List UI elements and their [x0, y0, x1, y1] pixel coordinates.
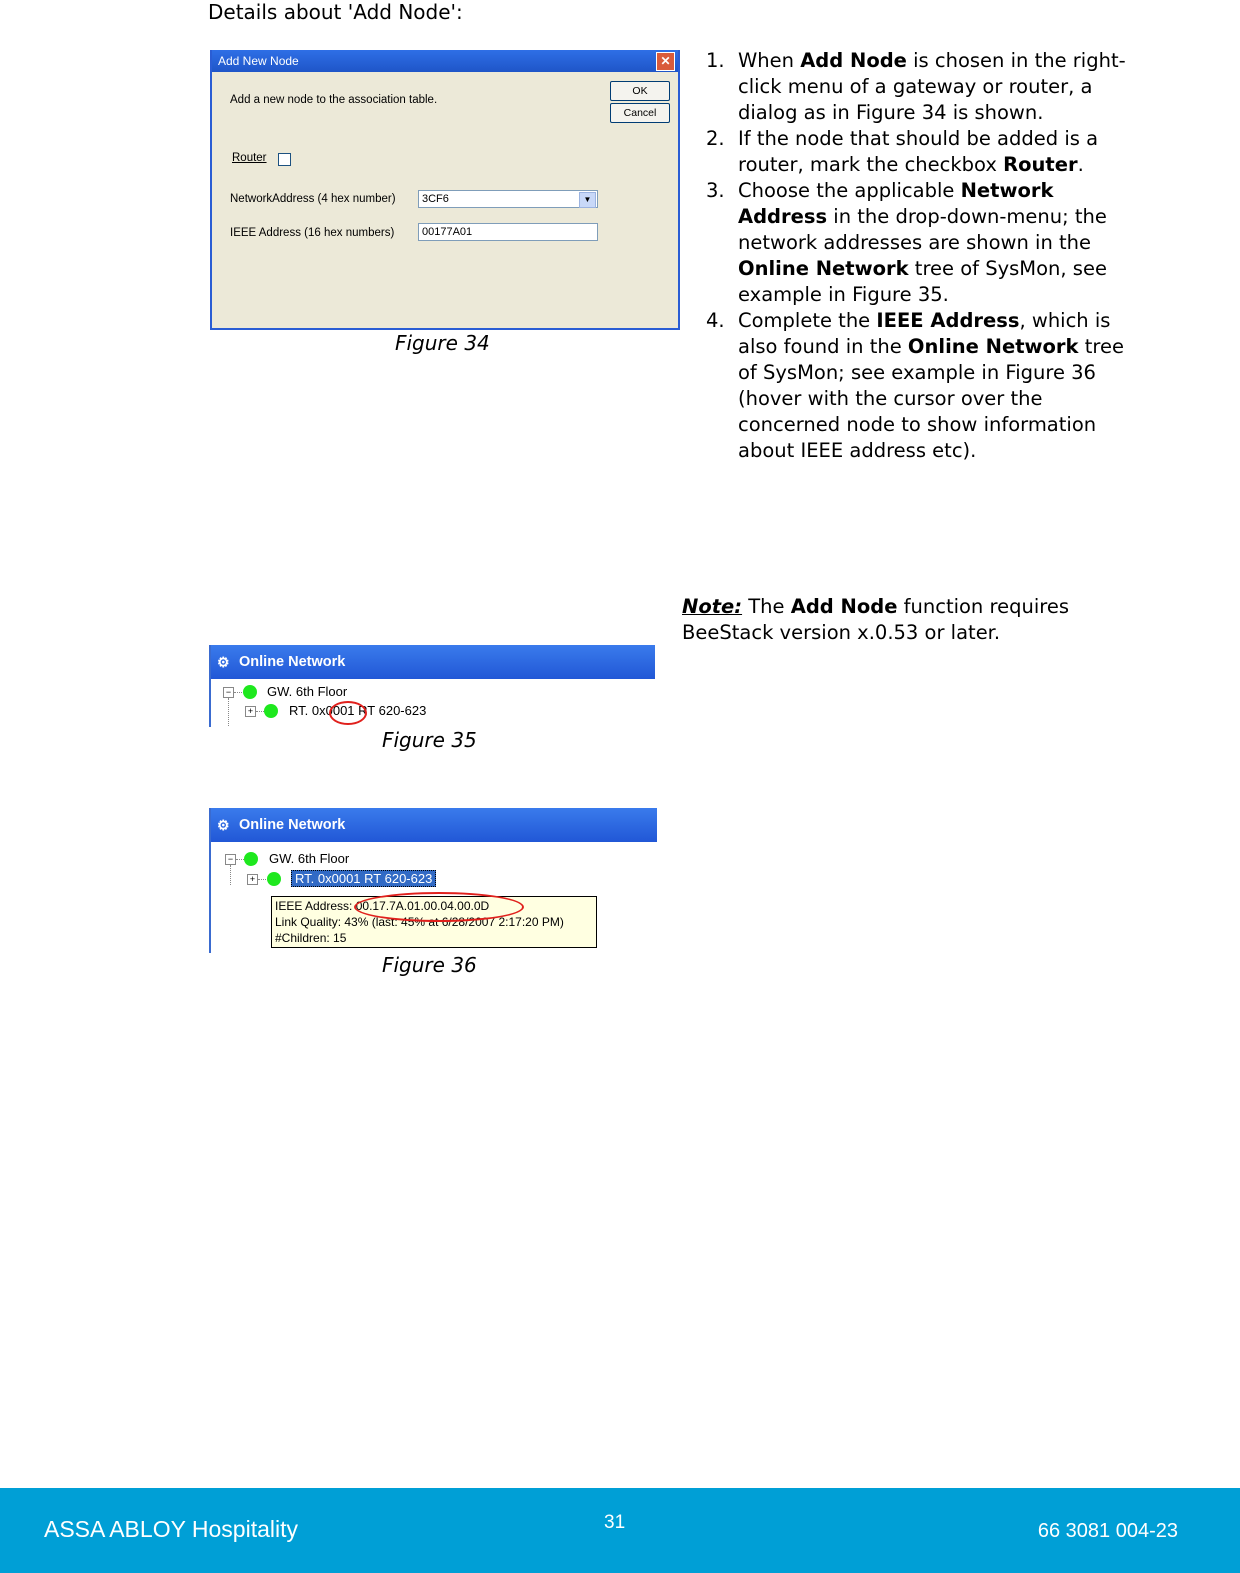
- highlight-ellipse: [354, 892, 524, 922]
- node-address: 0001: [325, 703, 355, 718]
- steps-list: [706, 48, 1126, 464]
- status-online-icon: [243, 685, 257, 699]
- add-new-node-dialog: [210, 50, 680, 330]
- dialog-title: Add New Node: [212, 50, 678, 72]
- ieee-address-label: IEEE Address (16 hex numbers): [230, 227, 395, 239]
- collapse-icon[interactable]: −: [225, 854, 236, 865]
- page-number: 31: [604, 1512, 626, 1533]
- figure-35-caption: Figure 35: [382, 728, 477, 752]
- note: Note: The Add Node function requires BeeStack version x.0.53 or later.: [682, 595, 1069, 644]
- step-2: 2. If the node that should be added is a router, mark the checkbox Router.: [706, 127, 1099, 176]
- intro-heading: Details about 'Add Node':: [208, 0, 463, 24]
- footer-brand: ASSA ABLOY Hospitality: [44, 1516, 298, 1542]
- panel-title: Online Network: [239, 817, 346, 833]
- expand-icon[interactable]: +: [247, 874, 258, 885]
- network-icon: ⚙: [217, 817, 230, 833]
- step-3: 3. Choose the applicable Network Address in the drop-down-menu; the network addresses are shown in the Online Network tree of SysMon, see example in Figure 35.: [706, 179, 1107, 306]
- panel-title: Online Network: [239, 654, 346, 670]
- close-icon[interactable]: ✕: [656, 52, 675, 71]
- chevron-down-icon[interactable]: ▼: [579, 192, 596, 208]
- figure-36-caption: Figure 36: [382, 953, 477, 977]
- highlight-circle: [329, 701, 367, 725]
- network-icon: ⚙: [217, 654, 230, 670]
- ieee-address-input[interactable]: 00177A01: [418, 223, 598, 241]
- tree-node-gateway[interactable]: GW. 6th Floor: [269, 851, 350, 866]
- ieee-address-value: 00.17.7A.01.00.04.00.0D: [355, 899, 490, 913]
- ok-button[interactable]: OK: [610, 81, 670, 101]
- note-label: Note:: [682, 595, 743, 618]
- online-network-panel-fig36: [209, 808, 657, 953]
- router-checkbox[interactable]: [278, 153, 291, 166]
- status-online-icon: [267, 872, 281, 886]
- dialog-description: Add a new node to the association table.: [230, 94, 438, 106]
- status-online-icon: [264, 704, 278, 718]
- network-address-label: NetworkAddress (4 hex number): [230, 193, 396, 205]
- router-label: Router: [232, 152, 267, 164]
- step-1: 1. When Add Node is chosen in the right-click menu of a gateway or router, a dialog as in Figure 34 is shown.: [706, 49, 1126, 124]
- document-number: 66 3081 004-23: [1037, 1520, 1178, 1542]
- cancel-button[interactable]: Cancel: [610, 103, 670, 123]
- footer: [0, 1488, 1240, 1573]
- figure-34-caption: Figure 34: [395, 331, 490, 355]
- online-network-panel-fig35: [209, 645, 655, 727]
- network-address-select[interactable]: [418, 190, 598, 208]
- step-4: 4. Complete the IEEE Address, which is also found in the Online Network tree of SysMon; see example in Figure 36 (hover with the cursor over the concerned node to show information about IEEE address etc).: [706, 309, 1124, 462]
- status-online-icon: [244, 852, 258, 866]
- node-info-tooltip: IEEE Address: 00.17.7A.01.00.04.00.0D Link Quality: 43% (last: 45% at 6/28/2007 2:17:20 PM) #Children: 15: [271, 896, 597, 948]
- expand-icon[interactable]: +: [245, 706, 256, 717]
- network-address-value: 3CF6: [422, 193, 449, 205]
- tree-node-router[interactable]: RT. 0x0001 RT 620-623: [289, 703, 427, 718]
- tree-node-gateway[interactable]: GW. 6th Floor: [267, 684, 348, 699]
- collapse-icon[interactable]: −: [223, 687, 234, 698]
- tree-node-router-selected[interactable]: RT. 0x0001 RT 620-623: [291, 870, 436, 887]
